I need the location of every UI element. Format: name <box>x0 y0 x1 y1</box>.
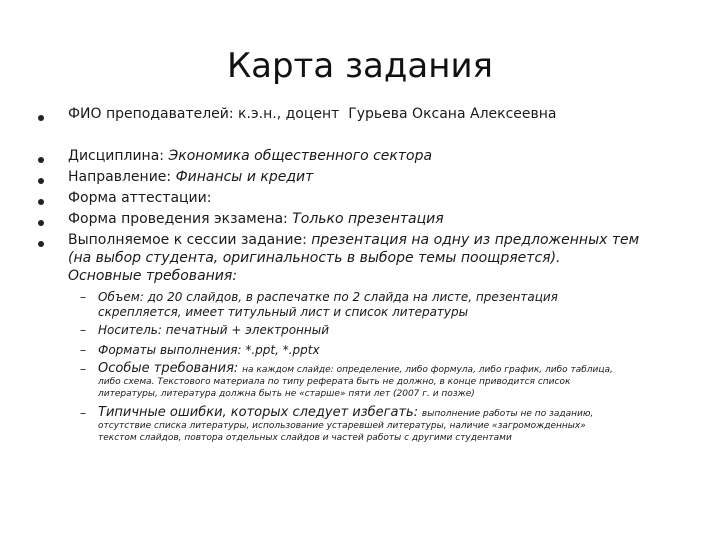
req-errors-line3: текстом слайдов, повтора отдельных слайдов и частей работы с другими студентами <box>98 433 512 443</box>
req-special <box>98 361 613 376</box>
dash: – <box>80 406 86 420</box>
dash: – <box>80 343 86 357</box>
req-special-label: Особые требования: <box>98 361 239 376</box>
task-cont-line: Основные требования: <box>68 268 238 284</box>
bullet-dot <box>38 115 44 121</box>
task-continuation <box>68 250 560 266</box>
req-special-line2: либо схема. Текстового материала по типу реферата быть не должно, в конце приводится список <box>98 377 571 387</box>
bullet-dot <box>38 220 44 226</box>
teacher-label: ФИО преподавателей: к.э.н., доцент <box>68 106 340 122</box>
bullet-dot <box>38 157 44 163</box>
req-special-line3: литературы, литература должна быть не «старше» пяти лет (2007 г. и позже) <box>98 389 475 399</box>
dash: – <box>80 323 86 337</box>
item-direction <box>68 169 313 185</box>
bullet-dot <box>38 178 44 184</box>
req-errors-label: Типичные ошибки, которых следует избегать: <box>98 405 419 420</box>
item-label: Направление: <box>68 169 172 185</box>
item-task <box>68 232 639 248</box>
teacher-value: Гурьева Оксана Алексеевна <box>348 106 557 122</box>
bullet-dot <box>38 241 44 247</box>
req-media: Носитель: печатный + электронный <box>98 323 329 337</box>
item-value: презентация на одну из предложенных тем <box>311 232 640 248</box>
page-title: Карта задания <box>226 46 494 86</box>
dash: – <box>80 362 86 376</box>
req-volume-1: Объем: до 20 слайдов, в распечатке по 2 слайда на листе, презентация <box>98 290 558 304</box>
teacher-line <box>68 106 557 122</box>
req-special-text: на каждом слайде: определение, либо формула, либо график, либо таблица, <box>242 365 613 375</box>
task-cont-line: (на выбор студента, оригинальность в выборе темы поощряется). <box>68 250 561 266</box>
req-errors-text: выполнение работы не по заданию, <box>421 409 594 419</box>
bullet-dot <box>38 199 44 205</box>
item-attestation <box>68 190 211 206</box>
dash: – <box>80 290 86 304</box>
item-exam-form <box>68 211 444 227</box>
item-label: Дисциплина: <box>68 148 165 164</box>
task-requirements-heading <box>68 268 237 284</box>
item-value: Экономика общественного сектора <box>168 148 433 164</box>
item-label: Выполняемое к сессии задание: <box>68 232 307 248</box>
req-formats: Форматы выполнения: *.ppt, *.pptx <box>98 343 320 357</box>
item-value: Только презентация <box>292 211 444 227</box>
item-label: Форма проведения экзамена: <box>68 211 288 227</box>
req-errors <box>98 405 593 420</box>
item-value: Финансы и кредит <box>175 169 314 185</box>
item-discipline <box>68 148 432 164</box>
req-volume-2: скрепляется, имеет титульный лист и список литературы <box>98 305 469 319</box>
req-errors-line2: отсутствие списка литературы, использование устаревшей литературы, наличие «загроможденных» <box>98 421 586 431</box>
item-label: Форма аттестации: <box>68 190 212 206</box>
